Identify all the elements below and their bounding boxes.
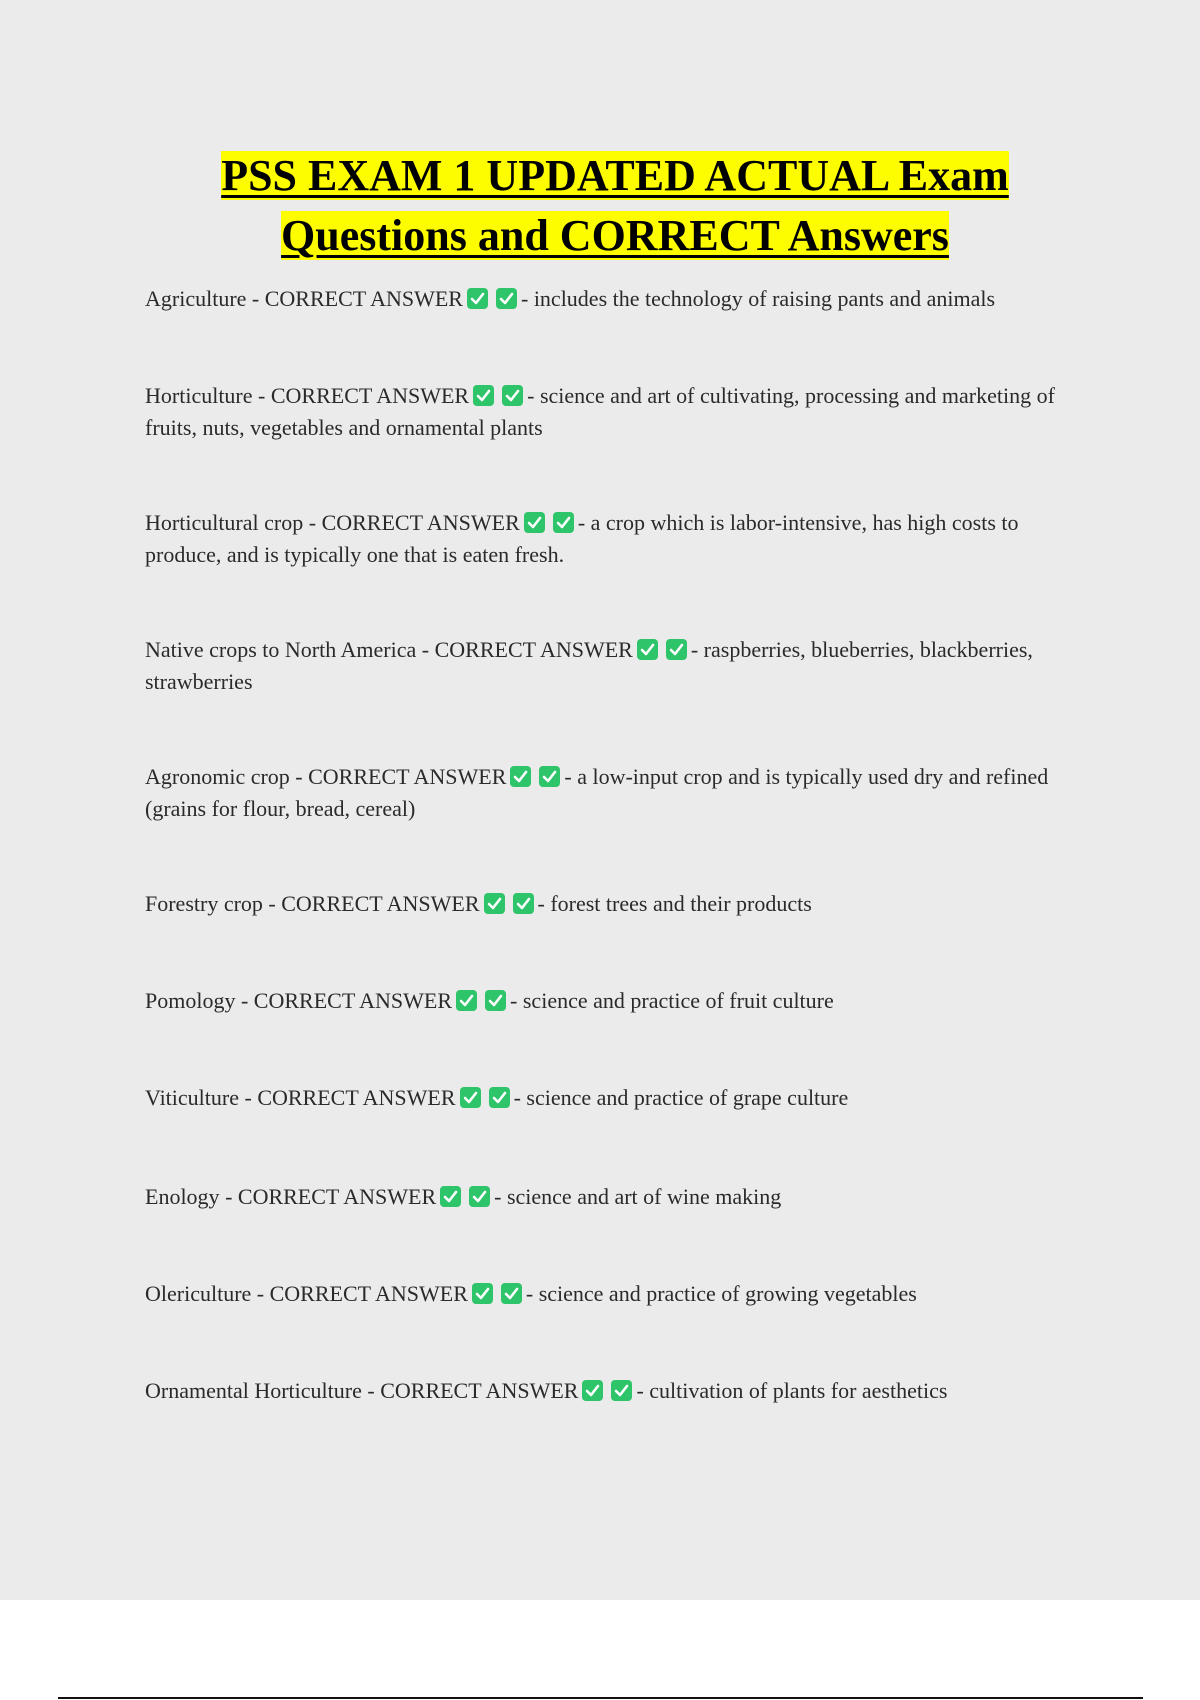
checkmark-box-icon	[484, 893, 505, 914]
entry-term: Olericulture	[145, 1281, 252, 1306]
qa-entry: Horticultural crop - CORRECT ANSWER - a crop which is labor-intensive, has high costs to produce, and is typically one that is eaten fresh.	[145, 510, 1019, 567]
entry-term: Agriculture	[145, 286, 247, 311]
entry-answer: science and practice of growing vegetables	[538, 1281, 917, 1306]
checkmark-box-icon	[440, 1186, 461, 1207]
checkmark-box-icon	[460, 1087, 481, 1108]
checkmark-box-icon	[469, 1186, 490, 1207]
correct-answer-marker: CORRECT ANSWER	[434, 637, 633, 662]
entry-term: Forestry crop	[145, 891, 263, 916]
checkmark-box-icon	[473, 385, 494, 406]
correct-answer-marker: CORRECT ANSWER	[237, 1184, 437, 1209]
qa-entry: Agriculture - CORRECT ANSWER - includes the technology of raising pants and animals	[145, 286, 996, 311]
title-line-2: Questions and CORRECT Answers	[281, 211, 949, 260]
qa-entry: Pomology - CORRECT ANSWER - science and practice of fruit culture	[145, 988, 834, 1013]
correct-answer-marker: CORRECT ANSWER	[321, 510, 520, 535]
document-title	[110, 146, 1120, 266]
checkmark-box-icon	[485, 990, 506, 1011]
entry-answer: science and practice of fruit culture	[522, 988, 834, 1013]
qa-entry: Ornamental Horticulture - CORRECT ANSWER - cultivation of plants for aesthetics	[145, 1378, 948, 1403]
checkmark-box-icon	[502, 385, 523, 406]
entry-term: Enology	[145, 1184, 220, 1209]
checkmark-box-icon	[510, 766, 531, 787]
checkmark-box-icon	[666, 639, 687, 660]
correct-answer-marker: CORRECT ANSWER	[281, 891, 480, 916]
correct-answer-marker: CORRECT ANSWER	[264, 286, 463, 311]
entry-term: Horticulture	[145, 383, 253, 408]
checkmark-box-icon	[496, 288, 517, 309]
checkmark-box-icon	[456, 990, 477, 1011]
qa-entry: Native crops to North America - CORRECT ANSWER - raspberries, blueberries, blackberries, strawberries	[145, 637, 1033, 694]
entry-term: Native crops to North America	[145, 637, 417, 662]
title-line-1: PSS EXAM 1 UPDATED ACTUAL Exam	[221, 151, 1009, 200]
checkmark-box-icon	[501, 1283, 522, 1304]
entry-term: Agronomic crop	[145, 764, 290, 789]
entry-answer: a low-input crop and is typically used dry and refined (grains for flour, bread, cereal)	[145, 764, 1049, 821]
checkmark-box-icon	[582, 1380, 603, 1401]
qa-entry: Forestry crop - CORRECT ANSWER - forest trees and their products	[145, 891, 812, 916]
entry-answer: includes the technology of raising pants and animals	[533, 286, 996, 311]
entry-answer: forest trees and their products	[550, 891, 812, 916]
entry-answer: a crop which is labor-intensive, has high costs to produce, and is typically one that is eaten fresh.	[145, 510, 1019, 567]
qa-entry: Viticulture - CORRECT ANSWER - science and practice of grape culture	[145, 1085, 849, 1110]
entry-answer: science and practice of grape culture	[526, 1085, 849, 1110]
checkmark-box-icon	[467, 288, 488, 309]
correct-answer-marker: CORRECT ANSWER	[270, 383, 470, 408]
checkmark-box-icon	[513, 893, 534, 914]
correct-answer-marker: CORRECT ANSWER	[269, 1281, 468, 1306]
entry-answer: raspberries, blueberries, blackberries, strawberries	[145, 637, 1033, 694]
checkmark-box-icon	[637, 639, 658, 660]
checkmark-box-icon	[611, 1380, 632, 1401]
checkmark-box-icon	[524, 512, 545, 533]
checkmark-box-icon	[539, 766, 560, 787]
entry-answer: cultivation of plants for aesthetics	[649, 1378, 948, 1403]
footer-divider	[58, 1697, 1143, 1699]
qa-entry: Horticulture - CORRECT ANSWER - science and art of cultivating, processing and marketing of fruits, nuts, vegetables and ornamental plants	[145, 383, 1055, 440]
entry-answer: science and art of cultivating, processing and marketing of fruits, nuts, vegetables and ornamental plants	[145, 383, 1055, 440]
entry-term: Horticultural crop	[145, 510, 304, 535]
qa-entry: Agronomic crop - CORRECT ANSWER - a low-input crop and is typically used dry and refined (grains for flour, bread, cereal)	[145, 764, 1049, 821]
qa-entry: Olericulture - CORRECT ANSWER - science and practice of growing vegetables	[145, 1281, 917, 1306]
correct-answer-marker: CORRECT ANSWER	[380, 1378, 579, 1403]
correct-answer-marker: CORRECT ANSWER	[308, 764, 507, 789]
entry-answer: science and art of wine making	[506, 1184, 782, 1209]
entry-term: Pomology	[145, 988, 236, 1013]
entry-term: Viticulture	[145, 1085, 239, 1110]
correct-answer-marker: CORRECT ANSWER	[253, 988, 453, 1013]
checkmark-box-icon	[489, 1087, 510, 1108]
qa-entry: Enology - CORRECT ANSWER - science and art of wine making	[145, 1184, 782, 1209]
checkmark-box-icon	[553, 512, 574, 533]
entry-term: Ornamental Horticulture	[145, 1378, 362, 1403]
checkmark-box-icon	[472, 1283, 493, 1304]
correct-answer-marker: CORRECT ANSWER	[257, 1085, 456, 1110]
